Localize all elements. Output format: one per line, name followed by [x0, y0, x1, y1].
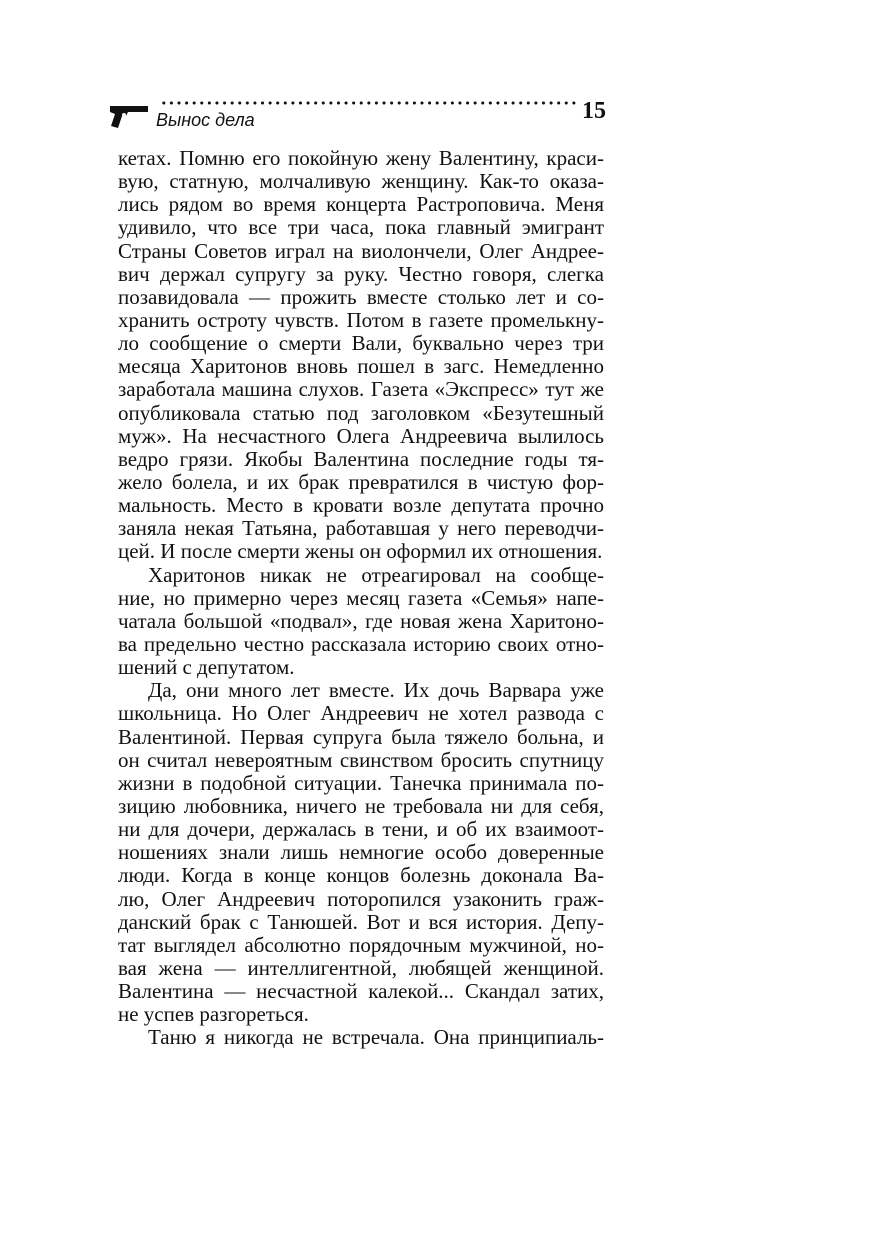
text-line: цей. И после смерти жены он оформил их отношения.: [118, 539, 603, 564]
text-line: Валентина — несчастной калекой... Скандал затих,: [118, 979, 604, 1004]
text-line: чатала большой «подвал», где новая жена Харитоно-: [118, 608, 604, 633]
text-line: люди. Когда в конце концов болезнь доконала Ва-: [118, 863, 604, 888]
text-line: школьница. Но Олег Андреевич не хотел развода с: [118, 701, 604, 726]
page-number: 15: [582, 98, 606, 124]
dotted-rule: [160, 98, 580, 108]
text-line: Страны Советов играл на виолончели, Олег Андрее-: [118, 238, 604, 263]
text-line: удивило, что все три часа, пока главный эмигрант: [118, 215, 604, 240]
text-line: месяца Харитонов вновь пошел в загс. Немедленно: [118, 354, 604, 379]
paragraph: [118, 564, 604, 680]
text-line: лись рядом во время концерта Растроповича. Меня: [118, 192, 604, 217]
paragraph: [118, 147, 604, 564]
text-line: не успев разгореться.: [118, 1002, 309, 1027]
text-line: заняла некая Татьяна, работавшая у него переводчи-: [118, 516, 604, 541]
text-line: зицию любовника, ничего не требовала ни для себя,: [118, 793, 604, 818]
revolver-icon: [110, 104, 150, 128]
text-line: Таню я никогда не встречала. Она принципиаль-: [148, 1025, 604, 1050]
text-line: ло сообщение о смерти Вали, буквально через три: [118, 331, 604, 356]
text-line: ведро грязи. Якобы Валентина последние годы тя-: [118, 446, 604, 471]
paragraph: [118, 1026, 604, 1049]
text-line: кетах. Помню его покойную жену Валентину, краси-: [118, 146, 604, 170]
text-line: шений с депутатом.: [118, 655, 295, 680]
text-line: ношениях знали лишь немногие особо доверенные: [118, 840, 604, 865]
text-line: хранить остроту чувств. Потом в газете промелькну-: [118, 307, 604, 332]
text-line: мальность. Место в кровати возле депутата прочно: [118, 493, 604, 518]
text-line: муж». На несчастного Олега Андреевича вылилось: [118, 423, 604, 448]
text-line: Харитонов никак не отреагировал на сообще-: [148, 562, 604, 587]
text-line: опубликовала статью под заголовком «Безутешный: [118, 400, 604, 425]
running-header: [108, 98, 606, 134]
text-line: вую, статную, молчаливую женщину. Как-то оказа-: [118, 169, 604, 194]
text-line: Валентиной. Первая супруга была тяжело больна, и: [118, 724, 604, 749]
text-line: ни для дочери, держалась в тени, и об их взаимоот-: [118, 817, 604, 842]
text-line: он считал невероятным свинством бросить спутницу: [118, 747, 604, 772]
text-line: жизни в подобной ситуации. Танечка принимала по-: [118, 770, 604, 795]
text-line: заработала машина слухов. Газета «Экспресс» тут же: [118, 377, 604, 402]
text-line: ва предельно честно рассказала историю своих отно-: [118, 631, 604, 656]
text-line: данский брак с Танюшей. Вот и вся история. Депу-: [118, 909, 604, 934]
text-line: жело болела, и их брак превратился в чистую фор-: [118, 469, 604, 494]
text-line: позавидовала — прожить вместе столько лет и со-: [118, 284, 604, 309]
paragraph: [118, 679, 604, 1026]
text-line: вич держал супругу за руку. Честно говоря, слегка: [118, 261, 604, 286]
text-line: лю, Олег Андреевич поторопился узаконить граж-: [118, 886, 604, 911]
text-line: Да, они много лет вместе. Их дочь Варвара уже: [148, 678, 604, 703]
text-line: ние, но примерно через месяц газета «Семья» напе-: [118, 585, 604, 610]
book-title: Вынос дела: [156, 110, 255, 130]
text-line: вая жена — интеллигентной, любящей женщиной.: [118, 955, 604, 980]
text-line: тат выглядел абсолютно порядочным мужчиной, но-: [118, 932, 604, 957]
body-text: [118, 147, 604, 1049]
